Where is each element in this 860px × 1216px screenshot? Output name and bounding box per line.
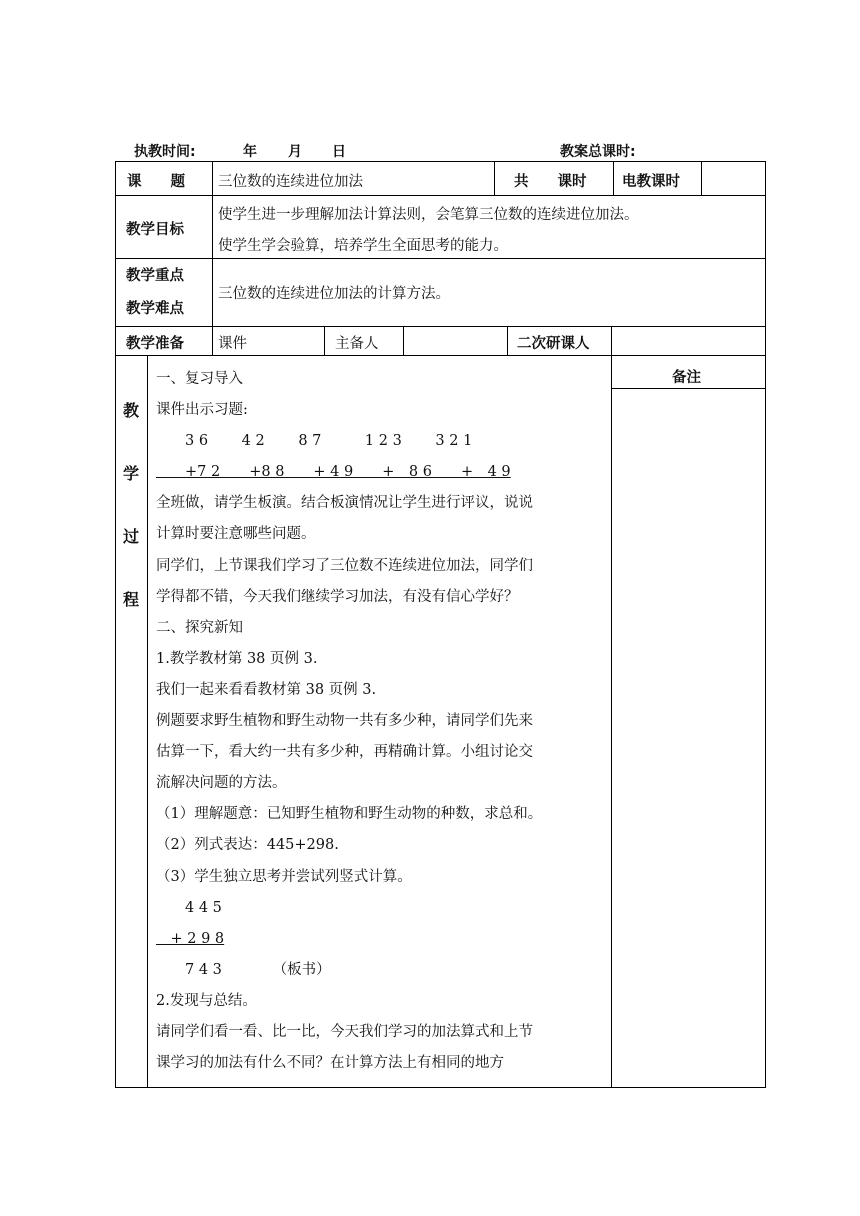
body-line: （2）列式表达：445+298. xyxy=(156,837,339,854)
goals-label: 教学目标 xyxy=(126,222,184,238)
table-border-left xyxy=(115,161,116,1088)
section-heading: 二、探究新知 xyxy=(156,619,243,636)
table-rule-v xyxy=(494,161,495,196)
av-hours-label: 电教课时 xyxy=(622,174,680,190)
body-line: 课学习的加法有什么不同？在计算方法上有相同的地方 xyxy=(156,1055,504,1072)
goal-item: 使学生进一步理解加法计算法则，会笔算三位数的连续进位加法。 xyxy=(218,207,639,223)
body-line: （3）学生独立思考并尝试列竖式计算。 xyxy=(156,868,412,885)
body-line: 学得都不错，今天我们继续学习加法，有没有信心学好？ xyxy=(156,588,519,605)
body-line: 2.发现与总结。 xyxy=(156,992,257,1009)
body-line: 计算时要注意哪些问题。 xyxy=(156,526,316,543)
key-label: 教学重点 xyxy=(126,268,184,284)
body-line: 同学们，上节课我们学习了三位数不连续进位加法，同学们 xyxy=(156,557,533,574)
table-rule-v xyxy=(403,326,404,356)
vertical-sum-result: 7 4 3 （板书） xyxy=(156,961,331,978)
body-line: 1.教学教材第 38 页例 3. xyxy=(156,650,318,667)
process-label-char: 程 xyxy=(123,590,140,609)
topic-value: 三位数的连续进位加法 xyxy=(218,174,363,190)
table-border-right xyxy=(765,161,766,1088)
body-line: 估算一下，看大约一共有多少种，再精确计算。小组讨论交 xyxy=(156,744,533,761)
body-line: 例题要求野生植物和野生动物一共有多少种，请同学们先来 xyxy=(156,713,533,730)
table-rule-v xyxy=(701,161,702,196)
prep-value: 课件 xyxy=(218,336,247,352)
table-rule-v xyxy=(324,326,325,356)
table-rule-v xyxy=(507,326,508,356)
notes-header-rule xyxy=(611,388,766,389)
month-label: 月 xyxy=(288,144,302,160)
notes-label: 备注 xyxy=(672,370,701,386)
body-line: （1）理解题意：已知野生植物和野生动物的种数，求总和。 xyxy=(156,806,543,823)
table-border-bottom xyxy=(115,1087,766,1088)
exercise-operands-line: +7 2 +8 8 + 4 9 + 8 6 + 4 9 xyxy=(156,464,511,481)
total-hours-cell: 共 课时 xyxy=(514,174,587,190)
body-line: 我们一起来看看教材第 38 页例 3. xyxy=(156,681,377,698)
day-label: 日 xyxy=(332,144,346,160)
body-line: 全班做，请学生板演。结合板演情况让学生进行评议，说说 xyxy=(156,495,533,512)
difficulty-label: 教学难点 xyxy=(126,301,184,317)
process-label-char: 学 xyxy=(123,464,140,483)
body-line: 课件出示习题: xyxy=(156,402,248,419)
prep-label: 教学准备 xyxy=(126,336,184,352)
table-rule-v xyxy=(613,161,614,196)
exercise-addends-line: 3 6 4 2 8 7 1 2 3 3 2 1 xyxy=(156,433,473,450)
key-value: 三位数的连续进位加法的计算方法。 xyxy=(218,286,450,302)
label-column-rule xyxy=(212,161,213,356)
body-line: 一、复习导入 xyxy=(156,371,243,387)
topic-label: 课 题 xyxy=(127,174,185,190)
second-research-label: 二次研课人 xyxy=(517,336,590,352)
body-line: 流解决问题的方法。 xyxy=(156,775,287,792)
process-label-char: 过 xyxy=(123,527,140,546)
process-label-char: 教 xyxy=(123,401,140,420)
goal-item: 使学生学会验算，培养学生全面思考的能力。 xyxy=(218,238,508,254)
table-rule-v xyxy=(611,326,612,356)
body-line: 请同学们看一看、比一比，今天我们学习的加法算式和上节 xyxy=(156,1023,533,1040)
exec-time-label: 执教时间: xyxy=(134,144,196,160)
vertical-sum-addend: + 2 9 8 xyxy=(156,930,225,947)
process-body xyxy=(156,364,611,1079)
notes-column-rule xyxy=(611,355,612,1088)
vertical-sum-addend: 4 4 5 xyxy=(156,899,222,916)
process-label-rule xyxy=(147,355,148,1088)
year-label: 年 xyxy=(243,144,257,160)
lead-preparer-label: 主备人 xyxy=(335,336,379,352)
total-hours-label: 教案总课时: xyxy=(560,144,636,160)
